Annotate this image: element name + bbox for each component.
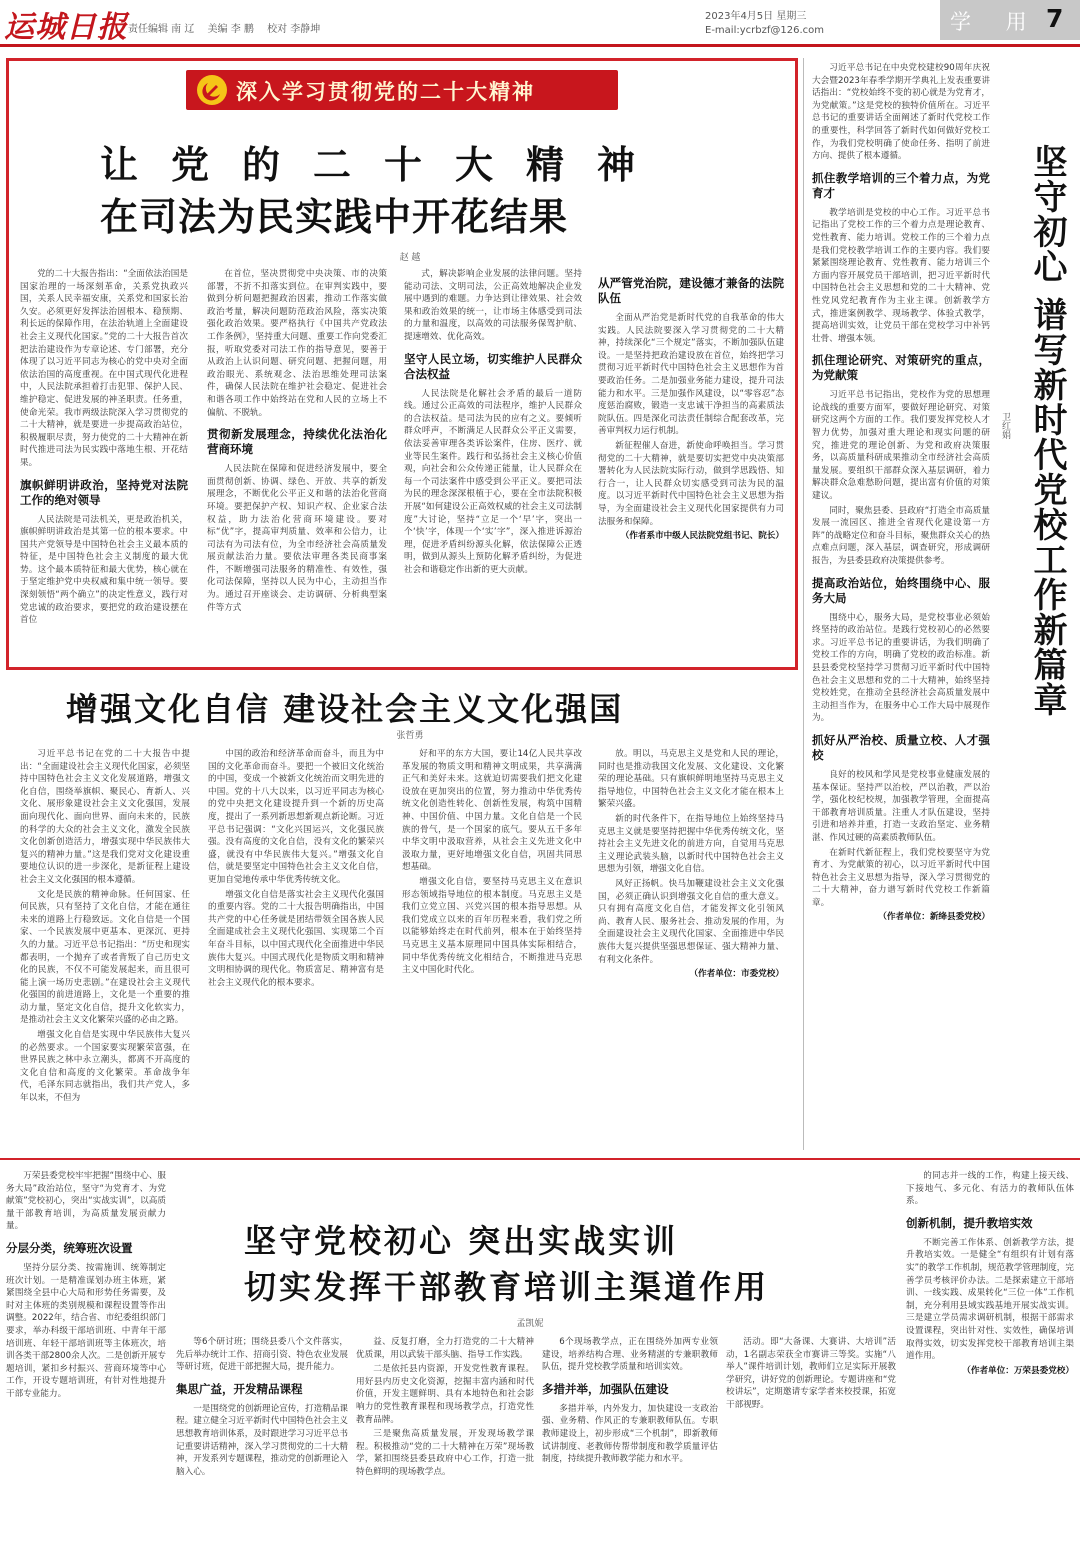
paragraph: 中国的政治和经济革命而奋斗，而且为中国的文化革命而奋斗。要把一个被旧文化统治的中国，变成一个被新文化统治而文明先进的中国。党的十八大以来，以习近平同志为核心的党中央把文化建设提升到一个新的历史高度，提出了一系列新思想新观点新论断。习近平总书记强调：“文化兴国运兴，文化强民族强。没有高度的文化自信，没有文化的繁荣兴盛，就没有中华民族伟大复兴。”增强文化自信，就是要坚定中国特色社会主义文化自信，更加自觉地传承中华优秀传统文化。 <box>208 749 384 885</box>
article4-column-right <box>906 1170 1074 1550</box>
article4-column-4 <box>542 1336 718 1550</box>
article1-column-3 <box>404 268 582 656</box>
subheading: 从严管党治院，建设德才兼备的法院队伍 <box>598 276 784 305</box>
article2-column-1 <box>20 748 190 1124</box>
issue-date: 2023年4月5日 星期三 <box>705 11 807 22</box>
subheading: 贯彻新发展理念，持续优化法治化营商环境 <box>207 427 387 457</box>
paragraph: 围绕中心，服务大局，是党校事业必须始终坚持的政治站位。是践行党校初心的必然要求。习近平总书记的重要讲话，为我们明确了党校工作的方向，明确了党校的政治标准。新县县委党校坚持学习贯彻习近平新时代中国特色社会主义思想和党的二十大精神，始终坚持党校姓党，在推动全县经济社会高质量发展中主动担当作为，在服务中心工作大局中展现作为。 <box>812 612 990 724</box>
paragraph: 式，解决影响企业发展的法律问题。坚持能动司法、文明司法，公正高效地解决企业发展中遇到的难题。力争达到让律效果、社会效果和政治效果的统一，让市场主体感受到司法的力量和温度，以高效的司法服务保驾护航、提速增效、优化高效。 <box>404 269 582 342</box>
column-banner-text: 深入学习贯彻党的二十大精神 <box>236 80 535 104</box>
paragraph: 三是聚焦高质量发展，开发现场教学课程。积极推动“党的二十大精神在万荣”现场教学，紧扣围绕县委县政府中心工作，打造一批特色鲜明的现场教学点。 <box>356 1429 534 1477</box>
paragraph: 万荣县委党校牢牢把握“围绕中心、服务大局”政治站位，坚守“为党育才、为党献策”党校初心，突出“实战实训”，以高质量干部教育培训，为高质量发展贡献力量。 <box>6 1171 166 1232</box>
editor-credits <box>128 20 330 35</box>
subheading: 提高政治站位，始终围绕中心、服务大局 <box>812 575 990 605</box>
author-affiliation: （作者单位：新绛县委党校） <box>878 912 990 923</box>
subheading: 多措并举，加强队伍建设 <box>542 1381 669 1396</box>
paragraph: 好和平的东方大国，要让14亿人民共享改革发展的物质文明和精神文明成果，共享满满正气和美好未来。这就迫切需要我们把文化建设放在更加突出的位置，努力推动中华优秀传统文化创造性转化、创新性发展，构筑中国精神、中国价值、中国力量。文化自信是一个民族的骨气，是一个国家的底气。要从五千多年中华文明中汲取营养，从社会主义先进文化中汲取力量，更好地增强文化自信，巩固共同思想基础。 <box>402 749 582 873</box>
article4-title-line1: 坚守党校初心 突出实战实训 <box>244 1222 679 1260</box>
paragraph: 不断完善工作体系、创新教学方法，提升教培实效。一是健全“有组织有计划有落实”的教学工作机制，规范教学管理制度，完善学员考核评价办法。二是探索建立干部培训、一线实践、成果转化“三位一体”工作机制，充分利用县域实践基地开展实战实训。三是建立学员需求调研机制，根据干部需求设置课程，突出针对性、实效性，确保培训取得实效，切实发挥党校干部教育培训主渠道作用。 <box>906 1237 1074 1362</box>
page-number: 7 <box>1046 4 1064 33</box>
article2-title: 增强文化自信 建设社会主义文化强国 <box>66 690 624 728</box>
paragraph: 6个现场教学点，正在围绕外加两专业领建设，培养结构合理、业务精湛的专兼职教师队伍，提升党校教学质量和培训实效。 <box>542 1337 718 1373</box>
article2-column-4 <box>598 748 784 1124</box>
paragraph: 习近平总书记在中央党校建校90周年庆祝大会暨2023年春季学期开学典礼上发表重要讲话指出：“党校始终不变的初心就是为党育才，为党献策。”这是党校的独特价值所在。习近平总书记的重要讲话全面阐述了新时代党校工作的重要性，科学回答了新时代如何做好党校工作，为我们党校明确了使命任务、指明了前进方向、提供了根本遵循。 <box>812 63 990 162</box>
paragraph: 人民法院是化解社会矛盾的最后一道防线。通过公正高效的司法程序，维护人民群众的合法权益。是司法为民的应有之义。要倾听群众呼声，不断满足人民群众公平正义需要，依法妥善审理各类诉讼案件，住房、医疗、就业等民生案件。践行和弘扬社会主义核心价值观，向社会和公众传递正能量，让人民群众在每一个司法案件中感受到公平正义。要把司法为民的理念深深根植于心，要在全市法院积极开展“如何建设公正高效权威的社会主义司法制度”大讨论，坚持“立足一个‘早’字，突出一个‘快’字，体现一个‘实’字”，深入推进诉源治理，促进矛盾纠纷源头化解，依法保障公正透明，做到从源头上预防化解矛盾纠纷，为促进社会和谐稳定作出新的更大贡献。 <box>404 388 582 575</box>
editor-credit: 校对 李静坤 <box>267 24 321 35</box>
section-name: 学 用 <box>950 10 1041 34</box>
paragraph: 增强文化自信，要坚持马克思主义在意识形态领域指导地位的根本制度。马克思主义是我们立党立国、兴党兴国的根本指导思想。从我们党成立以来的百年历程来看，我们党之所以能够始终走在时代前列，根本在于始终坚持马克思主义基本原理同中国具体实际相结合，同中华优秀传统文化相结合，不断推进马克思主义中国化时代化。 <box>402 876 582 976</box>
contact-email: E-mail:ycrbzf@126.com <box>705 25 824 36</box>
paragraph: 良好的校风和学风是党校事业健康发展的基本保证。坚持严以治校，严以治教，严以治学，强化校纪校规，加强教学管理，全面提高干部教育培训质量。注重人才队伍建设，坚持引进和培养并重，打造一支政治坚定、业务精湛、作风过硬的高素质教师队伍。 <box>812 769 990 843</box>
article4-column-left <box>6 1170 166 1550</box>
paragraph: 新征程催人奋进，新使命呼唤担当。学习贯彻党的二十大精神，就是要切实把党中央决策部署转化为人民法院实际行动，做到学思践悟、知行合一，让人民群众切实感受到司法为民的温度。以习近平新时代中国特色社会主义思想为指导，为全面建设社会主义现代化国家提供有力司法服务和保障。 <box>598 440 784 527</box>
paragraph: 益、反复打磨，全力打造党的二十大精神优质课，用以武装干部头脑、指导工作实践。 <box>356 1337 534 1360</box>
issue-date-block <box>705 10 824 38</box>
paragraph: 党的二十大报告指出：“全面依法治国是国家治理的一场深刻革命，关系党执政兴国，关系人民幸福安康，关系党和国家长治久安。必须更好发挥法治固根本、稳预期、利长远的保障作用，在法治轨道上全面建设社会主义现代化国家。”党的二十大报告首次把法治建设作为专章论述、专门部署，充分体现了以习近平同志为核心的党中央对全面依法治国的高度重视。在中国式现代化进程中，人民法院承担着打击犯罪、保护人民、维护稳定、促进发展的神圣职责。任务重，使命光荣。我市两级法院深入学习贯彻党的二十大精神，就是要进一步提高政治站位，积极履职尽责，努力使党的二十大精神在新时代推进司法为民实践中落地生根、开花结果。 <box>20 269 188 468</box>
section-separator <box>0 1158 1080 1160</box>
article4-author: 孟凯妮 <box>516 1319 544 1329</box>
subheading: 抓住理论研究、对策研究的重点，为党献策 <box>812 353 990 383</box>
article1-column-1 <box>20 268 188 656</box>
subheading: 坚守人民立场，切实维护人民群众合法权益 <box>404 351 582 381</box>
paragraph: 新的时代条件下，在指导地位上始终坚持马克思主义就是要坚持把握中华优秀传统文化，坚持社会主义先进文化的前进方向，自觉用马克思主义理论武装头脑，以新时代中国特色社会主义思想为引领，增强文化自信。 <box>598 813 784 875</box>
paragraph: 人民法院在保障和促进经济发展中，要全面贯彻创新、协调、绿色、开放、共享的新发展理念，不断优化公平正义和谐的法治化营商环境。要把保护产权、知识产权、企业家合法权益，助力法治化营商环境建设。要对标“优”字，提高审判质量、效率和公信力，让司法有为司法有位，为全市经济社会高质量发展贡献法治力量。要依法审理各类民商事案件，不断增强司法服务的精准性、有效性，强化司法保障，坚持以人民为中心，主动担当作为。通过召开座谈会、走访调研、分析典型案件等方式 <box>207 464 387 613</box>
subheading: 创新机制，提升教培实效 <box>906 1215 1033 1230</box>
paragraph: 习近平总书记在党的二十大报告中提出：“全面建设社会主义现代化国家，必须坚持中国特色社会主义文化发展道路，增强文化自信，围绕举旗帜、聚民心、育新人、兴文化、展形象建设社会主义文化强国，发展面向现代化、面向世界、面向未来的，民族的科学的大众的社会主义文化，激发全民族文化创新创造活力，增强实现中华民族伟大复兴的精神力量。”这是我们党对文化建设重要地位认识的进一步深化，是新征程上建设社会主义文化强国的根本遵循。 <box>20 749 190 885</box>
editor-credit: 美编 李 鹏 <box>207 24 254 35</box>
article2-author: 张哲勇 <box>396 731 424 741</box>
article4-column-3 <box>356 1336 534 1550</box>
paragraph: 人民法院是司法机关，更是政治机关，旗帜鲜明讲政治是其第一位的根本要求。中国共产党领导是中国特色社会主义最本质的特征，是中国特色社会主义制度的最大优势。这个最本质特征和最大优势，核心就在于坚定维护党中央权威和集中统一领导。要深刻领悟“两个确立”的决定性意义，践行对党忠诚的政治要求，要把党的政治建设摆在首位 <box>20 514 188 626</box>
article4-column-2 <box>176 1336 348 1550</box>
article1-title-line2: 在司法为民实践中开花结果 <box>100 195 569 239</box>
article1-title-line1: 让党的二十大精神 <box>100 143 669 187</box>
paragraph: 同时，聚焦县委、县政府“打造全市高质量发展一流园区、推进全省现代化建设第一方阵”的战略定位和奋斗目标，聚焦群众关心的热点难点问题，深入基层，调查研究，形成调研报告，为县委县政府决策提供参考。 <box>812 505 990 566</box>
article3-author: 卫红娟 <box>1000 412 1010 439</box>
article2-column-3 <box>402 748 582 1124</box>
paragraph: 教学培训是党校的中心工作。习近平总书记指出了党校工作的三个着力点是理论教育、党性教育、能力培训。党校工作的三个着力点是我们党校教学培训工作的主要内容。我们要紧紧围绕理论教育、党性教育、能力培训三个方面内容开展党员干部培训，把习近平新时代中国特色社会主义思想和党的二十大精神、党性党风党纪教育作为主业主课。创新教学方式，推进案例教学、现场教学、体验式教学，提高培训实效，让党员干部在党校学习中补钙壮骨、增强本领。 <box>812 207 990 344</box>
column-divider <box>803 58 804 1150</box>
author-affiliation: （作者单位：万荣县委党校） <box>962 1365 1074 1376</box>
paragraph: 全面从严治党是新时代党的自我革命的伟大实践。人民法院要深入学习贯彻党的二十大精神，持续深化“三个规定”落实，不断加强队伍建设。一是坚持把政治建设放在首位，始终把学习贯彻习近平新时代中国特色社会主义思想作为首要政治任务。二是加强业务能力建设，提升司法能力和水平。三是加强作风建设，以“零容忍”态度惩治腐败，锻造一支忠诚干净担当的高素质法院队伍。四是深化司法责任制综合配套改革，完善审判权力运行机制。 <box>598 313 784 437</box>
author-affiliation: （作者单位：市委党校） <box>689 969 784 980</box>
article1-author: 赵 越 <box>399 253 421 263</box>
subheading: 旗帜鲜明讲政治，坚持党对法院工作的绝对领导 <box>20 477 188 507</box>
newspaper-logo: 运城日报 <box>4 10 128 45</box>
paragraph: 一是围绕党的创新理论宣传，打造精品课程。建立健全习近平新时代中国特色社会主义思想教育培训体系，及时跟进学习习近平总书记重要讲话精神，深入学习贯彻党的二十大精神，开发系列专题课程，推动党的创新理论入脑入心。 <box>176 1403 348 1477</box>
paragraph: 放。明以，马克思主义是党和人民的理论，同时也是推动我国文化发展、文化建设、文化繁荣的理论基础。只有旗帜鲜明地坚持马克思主义指导地位，中国特色社会主义文化才能在根本上繁荣兴盛。 <box>598 749 784 810</box>
article3-body <box>812 62 990 1150</box>
paragraph: 等6个研讨班；围绕县委八个文件落实，先后举办统计工作、招商引资、特色农业发展等研讨班，促进干部把握大局，提升能力。 <box>176 1337 348 1373</box>
paragraph: 坚持分层分类、按需施训、统筹制定班次计划。一是精准谋划办班主体班，紧紧围绕全县中心大局和形势任务需要，及时对主体班的类别规模和课程设置等作出调整。2022年，结合省、市纪委组织部门要求，举办科级干部培训班、中青年干部培训班、年轻干部培训班等主体班次，培训各类干部2800余人次。二是创新开展专题培训，紧扣乡村振兴、营商环境等中心工作，开设专题培训班，有针对性地提升干部专业能力。 <box>6 1262 166 1399</box>
subheading: 抓住教学培训的三个着力点，为党育才 <box>812 170 990 200</box>
paragraph: 文化是民族的精神命脉。任何国家、任何民族，只有坚持了文化自信，才能在通往未来的道路上行稳致远。文化自信是一个国家、一个民族发展中更基本、更深沉、更持久的力量。习近平总书记指出：“历史和现实都表明，一个抛弃了或者背叛了自己历史文化的民族，不仅不可能发展起来，而且很可能上演一场历史悲剧。”在建设社会主义现代化强国的前进道路上，文化是一个重要的推动力量，坚定文化自信，提升文化软实力，是推动社会主义文化繁荣兴盛的必由之路。 <box>20 889 190 1026</box>
author-affiliation: （作者系市中级人民法院党组书记、院长） <box>620 531 784 542</box>
paragraph: 活动。即“大备课、大赛讲、大培训”活动，1名副志荣获全市赛讲三等奖。实施“八举人”课件培训计划，教师们立足实际开展教学研究，讲好党的创新理论。专题讲座和“党校讲坛”，定期邀请专家学者来校授课，拓宽干部视野。 <box>726 1337 896 1410</box>
article4-column-5 <box>726 1336 896 1550</box>
paragraph: 的同志并一线的工作，构建上接天线、下接地气、多元化、有活力的教师队伍体系。 <box>906 1171 1074 1207</box>
article3-vertical-title: 坚守初心 谱写新时代党校工作新篇章 <box>1027 143 1067 717</box>
paragraph: 增强文化自信是实现中华民族伟大复兴的必然要求。一个国家要实现繁荣富强，在世界民族之林中永立潮头，都离不开高度的文化自信和高度的文化繁荣。革命战争年代，毛泽东同志就指出，我们共产党人，多年以来，不但为 <box>20 1030 190 1104</box>
paragraph: 多措并举，内外发力，加快建设一支政治强、业务精、作风正的专兼职教师队伍。专职教师建设上，初步形成“三个机制”，即新教师试讲制度、老教师传帮带制度和教学质量评估制度，持续提升教师教学能力和水平。 <box>542 1403 718 1465</box>
editor-credit: 责任编辑 南 辽 <box>128 24 195 35</box>
article1-column-4 <box>598 268 784 656</box>
subheading: 集思广益，开发精品课程 <box>176 1381 303 1396</box>
paragraph: 在首位，坚决贯彻党中央决策、市的决策部署，不折不扣落实到位。在审判实践中，要做到分析问题把握政治因素，推动工作落实做政治考量，解决问题防范政治风险，落实决策强化政治效果。要严格执行《中国共产党政法工作条例》，坚持重大问题、重要工作向党委汇报，听取党委对司法工作的指导意见，要善于从政治上认识问题、研究问题、把握问题，用政治眼光、系统观念、法治思维处理司法案件，确保人民法院在维护社会稳定、促进社会和谐各项工作中始终站在党和人民的立场上不偏航、不脱轨。 <box>207 269 387 418</box>
paragraph: 二是依托县内资源，开发党性教育课程。用好县内历史文化资源，挖掘丰富内涵和时代价值，开发主题鲜明、具有本地特色和社会影响力的党性教育课程和现场教学点，打造党性教育品牌。 <box>356 1364 534 1425</box>
article4-title-line2: 切实发挥干部教育培训主渠道作用 <box>244 1268 770 1306</box>
paragraph: 风好正扬帆。快马加鞭建设社会主义文化强国，必须正确认识到增强文化自信的重大意义。只有拥有高度文化自信，才能发挥文化引领风尚、教育人民、服务社会、推动发展的作用，为全面建设社会主义现代化国家、全面推进中华民族伟大复兴提供坚强思想保证、强大精神力量、有利文化条件。 <box>598 878 784 965</box>
subheading: 抓好从严治校、质量立校、人才强校 <box>812 732 990 762</box>
subheading: 分层分类，统筹班次设置 <box>6 1240 133 1255</box>
party-emblem-icon <box>196 74 228 106</box>
article1-column-2 <box>207 268 387 656</box>
paragraph: 在新时代新征程上，我们党校要坚守为党育才、为党献策的初心，以习近平新时代中国特色社会主义思想为指导，深入学习贯彻党的二十大精神，奋力谱写新时代党校工作新篇章。 <box>812 847 990 908</box>
article2-column-2 <box>208 748 384 1124</box>
paragraph: 增强文化自信是落实社会主义现代化强国的重要内容。党的二十大报告明确指出，中国共产党的中心任务就是团结带领全国各族人民全面建成社会主义现代化强国、实现第二个百年奋斗目标，以中国式现代化全面推进中华民族伟大复兴。中国式现代化是物质文明和精神文明相协调的现代化。物质富足、精神富有是社会主义现代化的根本要求。 <box>208 889 384 988</box>
paragraph: 习近平总书记指出，党校作为党的思想理论战线的重要方面军，要做好理论研究、对策研究这两个方面的工作。我们要发挥党校人才智力优势，加强对重大理论和现实问题的研究，推进党的理论创新、为党和政府决策服务，以高质量科研成果推动全市经济社会高质量发展。要组织干部群众深入基层调研，着力解决群众急难愁盼问题，提出富有价值的对策建议。 <box>812 390 990 502</box>
